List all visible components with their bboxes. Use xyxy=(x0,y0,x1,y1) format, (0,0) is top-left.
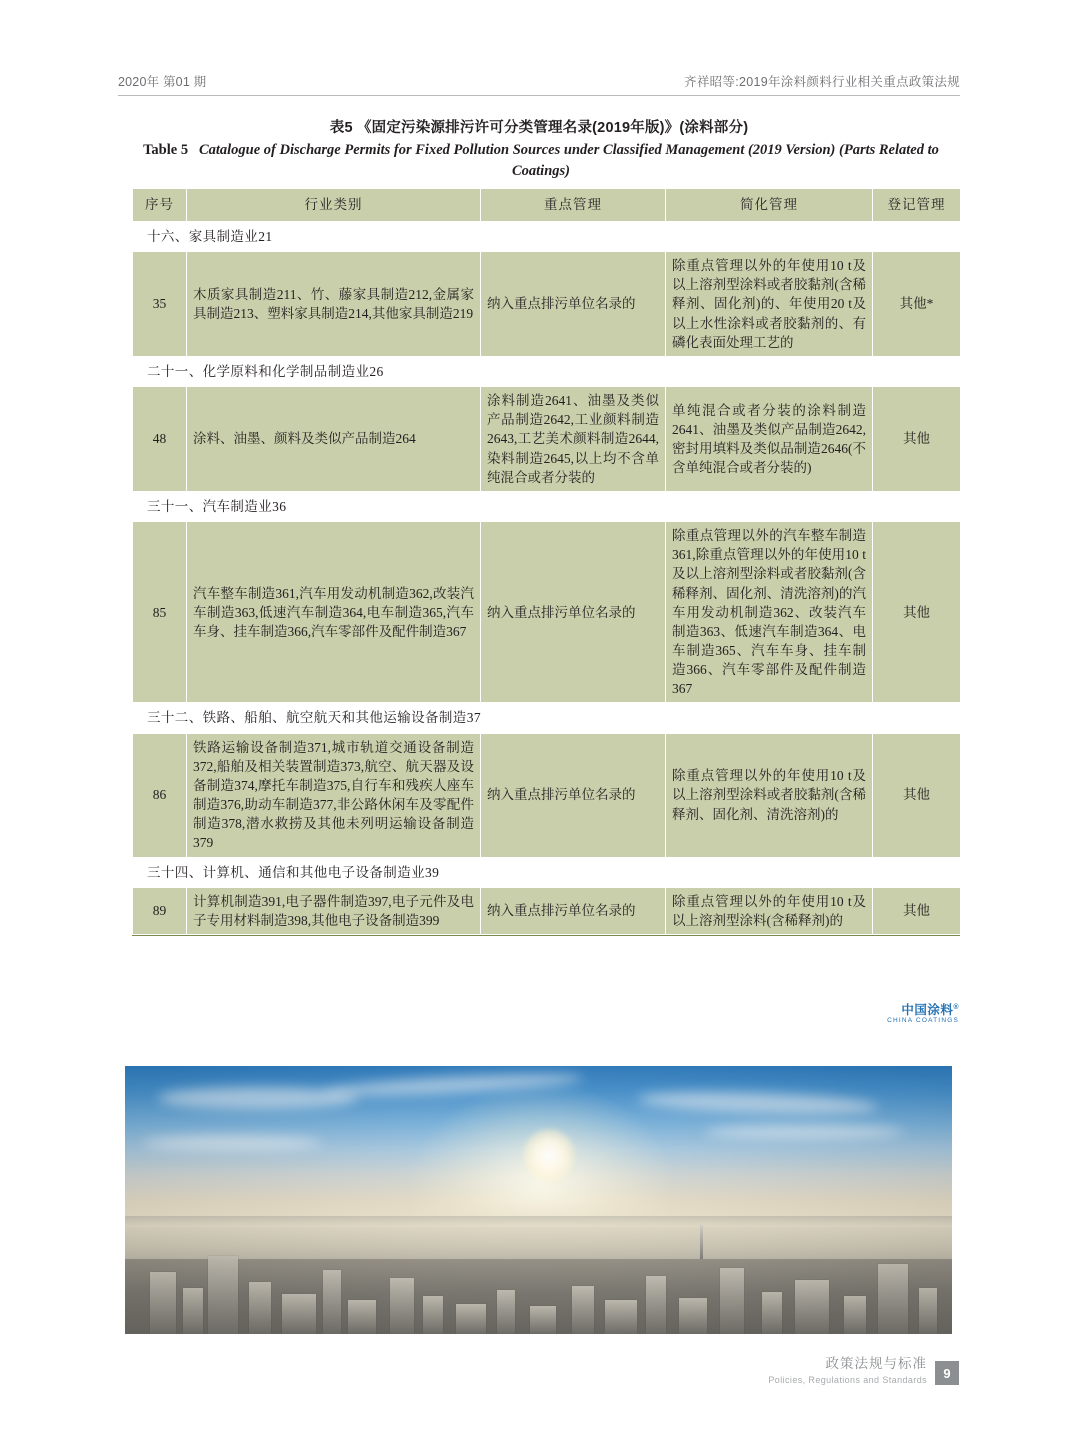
column-header-registration-management: 登记管理 xyxy=(873,189,961,222)
cell-key-management: 纳入重点排污单位名录的 xyxy=(481,733,666,857)
table-section-row xyxy=(133,491,961,521)
cell-registration-management: 其他 xyxy=(873,387,961,492)
cell-registration-management: 其他 xyxy=(873,733,961,857)
policy-table xyxy=(132,188,961,935)
table-section-row xyxy=(133,222,961,252)
column-header-key-management: 重点管理 xyxy=(481,189,666,222)
cell-no: 89 xyxy=(133,887,187,934)
section-label: 十六、家具制造业21 xyxy=(133,222,961,252)
footer-section-english: Policies, Regulations and Standards xyxy=(768,1374,927,1385)
photo-cloud xyxy=(142,1136,322,1150)
cell-simplified-management: 除重点管理以外的年使用10 t及以上溶剂型涂料或者胶黏剂(含稀释剂、固化剂)的、年使用20 t及以上水性涂料或者胶黏剂的、有磷化表面处理工艺的 xyxy=(666,252,873,357)
cell-no: 48 xyxy=(133,387,187,492)
photo-building xyxy=(282,1294,316,1334)
photo-cloud xyxy=(704,1125,904,1139)
table-section-row xyxy=(133,857,961,887)
cell-registration-management: 其他* xyxy=(873,252,961,357)
cell-simplified-management: 除重点管理以外的年使用10 t及以上溶剂型涂料或者胶黏剂(含稀释剂、固化剂、清洗溶剂)的 xyxy=(666,733,873,857)
photo-building xyxy=(497,1290,515,1334)
cell-key-management: 纳入重点排污单位名录的 xyxy=(481,252,666,357)
section-label: 三十一、汽车制造业36 xyxy=(133,491,961,521)
cell-category: 铁路运输设备制造371,城市轨道交通设备制造372,船舶及相关装置制造373,航空、航天器及设备制造374,摩托车制造375,自行车和残疾人座车制造376,助动车制造377,非公路休闲车及零配件制造378,潜水救捞及其他未列明运输设备制造379 xyxy=(187,733,481,857)
logo-english-text: CHINA COATINGS xyxy=(887,1017,959,1025)
trademark-icon: ® xyxy=(953,1004,959,1011)
photo-building xyxy=(208,1256,238,1334)
china-coatings-logo xyxy=(887,1004,959,1025)
photo-building xyxy=(323,1270,341,1334)
photo-communication-tower xyxy=(700,1225,703,1259)
cell-category: 计算机制造391,电子器件制造397,电子元件及电子专用材料制造398,其他电子设备制造399 xyxy=(187,887,481,934)
photo-building xyxy=(795,1280,829,1334)
column-header-simplified-management: 简化管理 xyxy=(666,189,873,222)
photo-building xyxy=(605,1300,637,1334)
photo-building xyxy=(249,1282,271,1334)
photo-building xyxy=(390,1278,414,1334)
header-running-title: 齐祥昭等:2019年涂料颜料行业相关重点政策法规 xyxy=(684,75,960,89)
cityscape-photo xyxy=(125,1066,952,1334)
photo-building xyxy=(844,1296,866,1334)
photo-building xyxy=(679,1298,707,1334)
cell-registration-management: 其他 xyxy=(873,887,961,934)
page-number: 9 xyxy=(935,1361,959,1385)
logo-chinese-text: 中国涂料® xyxy=(901,1003,959,1018)
photo-building xyxy=(530,1306,556,1334)
photo-building xyxy=(150,1272,176,1334)
table-title-chinese: 表5 《固定污染源排污许可分类管理名录(2019年版)》(涂料部分) xyxy=(329,120,749,136)
photo-building xyxy=(423,1296,443,1334)
section-label: 二十一、化学原料和化学制品制造业26 xyxy=(133,356,961,386)
photo-building xyxy=(878,1264,908,1334)
photo-haze xyxy=(125,1200,952,1259)
column-header-category: 行业类别 xyxy=(187,189,481,222)
table-row xyxy=(133,252,961,357)
photo-building xyxy=(720,1268,744,1334)
column-header-no: 序号 xyxy=(133,189,187,222)
table-header-row xyxy=(133,189,961,222)
table-title-english-text: Catalogue of Discharge Permits for Fixed Pollution Sources under Classified Management (2019 Version) (Parts Related to Coatings) xyxy=(198,142,939,180)
photo-building xyxy=(919,1288,937,1334)
header-issue: 2020年 第01 期 xyxy=(118,75,207,89)
table-bottom-rule xyxy=(132,935,960,936)
photo-building xyxy=(348,1300,376,1334)
policy-table-wrapper xyxy=(132,188,960,936)
table-title-english xyxy=(132,140,950,182)
cell-key-management: 纳入重点排污单位名录的 xyxy=(481,887,666,934)
page-footer xyxy=(768,1356,959,1386)
table-title-english-label: Table 5 xyxy=(143,142,189,158)
photo-sun xyxy=(522,1128,576,1182)
photo-building xyxy=(762,1292,782,1334)
table-section-row xyxy=(133,703,961,733)
photo-building xyxy=(572,1286,594,1334)
photo-building xyxy=(646,1276,666,1334)
section-label: 三十四、计算机、通信和其他电子设备制造业39 xyxy=(133,857,961,887)
table-row xyxy=(133,522,961,703)
cell-simplified-management: 除重点管理以外的汽车整车制造361,除重点管理以外的年使用10 t及以上溶剂型涂料或者胶黏剂(含稀释剂、固化剂、清洗溶剂)的汽车用发动机制造362、改装汽车制造363、低速汽车制造364、电车制造365、汽车车身、挂车制造366、汽车零部件及配件制造367 xyxy=(666,522,873,703)
cell-category: 涂料、油墨、颜料及类似产品制造264 xyxy=(187,387,481,492)
footer-section-label xyxy=(768,1356,927,1386)
cell-key-management: 纳入重点排污单位名录的 xyxy=(481,522,666,703)
cell-registration-management: 其他 xyxy=(873,522,961,703)
table-row xyxy=(133,387,961,492)
table-section-row xyxy=(133,356,961,386)
cell-no: 85 xyxy=(133,522,187,703)
cell-simplified-management: 单纯混合或者分装的涂料制造2641、油墨及类似产品制造2642,密封用填料及类似品制造2646(不含单纯混合或者分装的) xyxy=(666,387,873,492)
cell-simplified-management: 除重点管理以外的年使用10 t及以上溶剂型涂料(含稀释剂)的 xyxy=(666,887,873,934)
photo-building xyxy=(456,1304,486,1334)
table-row xyxy=(133,733,961,857)
section-label: 三十二、铁路、船舶、航空航天和其他运输设备制造37 xyxy=(133,703,961,733)
cell-no: 86 xyxy=(133,733,187,857)
footer-section-chinese: 政策法规与标准 xyxy=(825,1356,927,1371)
cell-key-management: 涂料制造2641、油墨及类似产品制造2642,工业颜料制造2643,工艺美术颜料制造2644,染料制造2645,以上均不含单纯混合或者分装的 xyxy=(481,387,666,492)
cell-category: 汽车整车制造361,汽车用发动机制造362,改装汽车制造363,低速汽车制造364,电车制造365,汽车车身、挂车制造366,汽车零部件及配件制造367 xyxy=(187,522,481,703)
cell-category: 木质家具制造211、竹、藤家具制造212,金属家具制造213、塑料家具制造214,其他家具制造219 xyxy=(187,252,481,357)
photo-building xyxy=(183,1288,203,1334)
cell-no: 35 xyxy=(133,252,187,357)
table-row xyxy=(133,887,961,934)
page-header xyxy=(118,72,960,96)
